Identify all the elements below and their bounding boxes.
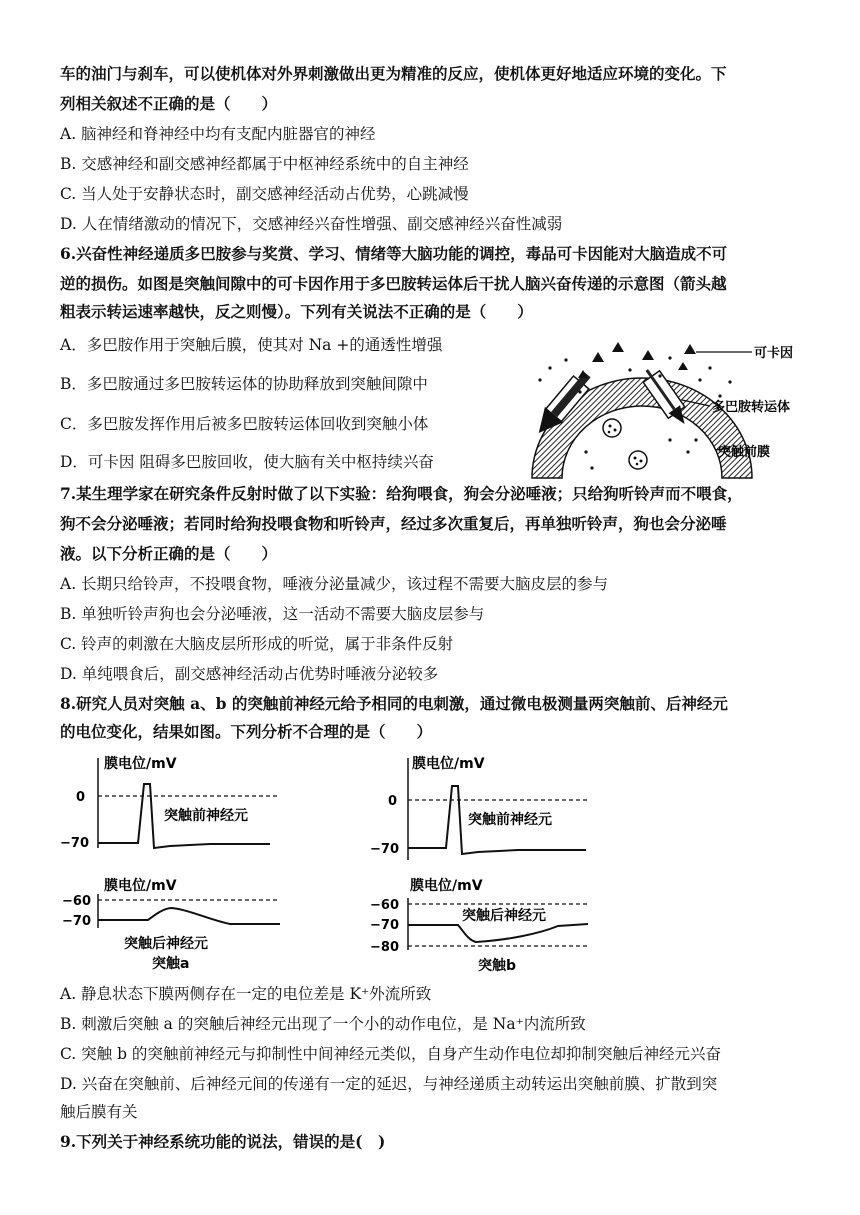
cocaine-mark-4 — [684, 344, 696, 354]
post-neuron-label: 突触后神经元 — [462, 908, 546, 924]
q6-option-d: D．可卡因 阻碍多巴胺回收，使大脑有关中枢持续兴奋 — [60, 453, 434, 471]
synapse-cocaine-figure — [520, 340, 820, 480]
synapse-b-figure — [368, 748, 608, 980]
tick-minus-70: −70 — [370, 842, 399, 857]
vesicle-1 — [603, 419, 621, 437]
q6-option-a: A．多巴胺作用于突触后膜，使其对 Na +的通透性增强 — [60, 336, 443, 354]
q5-stem-line2: 列相关叙述不正确的是（ ） — [60, 94, 278, 113]
post-trace-b — [408, 924, 588, 942]
q6-stem-line2: 逆的损伤。如图是突触间隙中的可卡因作用于多巴胺转运体后干扰人脑兴奋传递的示意图（箭头越 — [60, 274, 727, 293]
q5-stem-line1: 车的油门与刹车，可以使机体对外界刺激做出更为精准的反应，使机体更好地适应环境的变化。下 — [60, 64, 727, 83]
q8-option-d-line2: 触后膜有关 — [60, 1103, 138, 1121]
q7-stem-line1: 7.某生理学家在研究条件反射时做了以下实验：给狗喂食，狗会分泌唾液；只给狗听铃声而不喂食， — [60, 484, 743, 503]
synapse-a-label: 突触a — [152, 956, 190, 972]
q7-option-b: B. 单独听铃声狗也会分泌唾液，这一活动不需要大脑皮层参与 — [60, 605, 485, 623]
cocaine-mark-1 — [592, 352, 604, 362]
tick-0: 0 — [76, 790, 86, 805]
synapse-a-figure — [60, 748, 360, 980]
y-label: 膜电位/mV — [412, 756, 485, 772]
cocaine-mark-6 — [678, 362, 688, 370]
pre-neuron-label: 突触前神经元 — [164, 808, 248, 824]
q6-stem-line3: 粗表示转运速率越快，反之则慢）。下列有关说法不正确的是（ ） — [60, 302, 533, 321]
q7-option-c: C. 铃声的刺激在大脑皮层所形成的听觉，属于非条件反射 — [60, 635, 454, 653]
vesicle-2 — [629, 451, 647, 469]
q6-option-b: B．多巴胺通过多巴胺转运体的协助释放到突触间隙中 — [60, 375, 428, 393]
cocaine-mark-2 — [612, 342, 624, 352]
tick-minus-60: −60 — [62, 894, 91, 909]
y-label: 膜电位/mV — [104, 878, 177, 894]
post-neuron-label: 突触后神经元 — [124, 936, 208, 952]
q5-option-d: D. 人在情绪激动的情况下，交感神经兴奋性增强、副交感神经兴奋性减弱 — [60, 215, 563, 233]
q8-option-c: C. 突触 b 的突触前神经元与抑制性中间神经元类似，自身产生动作电位却抑制突触后神经元兴奋 — [60, 1045, 721, 1063]
synapse-b-label: 突触b — [478, 958, 517, 974]
pre-neuron-label: 突触前神经元 — [468, 812, 552, 828]
q7-option-d: D. 单纯喂食后，副交感神经活动占优势时唾液分泌较多 — [60, 665, 439, 683]
q8-stem-line2: 的电位变化，结果如图。下列分析不合理的是（ ） — [60, 722, 433, 741]
cocaine-mark-3 — [642, 350, 654, 360]
label-cocaine: 可卡因 — [754, 346, 794, 361]
label-dopamine-transporter: 多巴胺转运体 — [712, 400, 791, 415]
q5-option-b: B. 交感神经和副交感神经都属于中枢神经系统中的自主神经 — [60, 155, 469, 173]
q7-stem-line3: 液。以下分析正确的是（ ） — [60, 544, 278, 563]
post-trace-a — [98, 908, 280, 924]
tick-0: 0 — [388, 794, 398, 809]
tick-minus-60: −60 — [370, 898, 399, 913]
q8-option-a: A. 静息状态下膜两侧存在一定的电位差是 K⁺外流所致 — [60, 985, 432, 1003]
tick-minus-70: −70 — [60, 836, 89, 851]
q5-option-c: C. 当人处于安静状态时，副交感神经活动占优势，心跳减慢 — [60, 185, 469, 203]
tick-minus-70: −70 — [62, 914, 91, 929]
q9-stem-line1: 9.下列关于神经系统功能的说法，错误的是( ) — [60, 1132, 386, 1151]
y-label: 膜电位/mV — [104, 756, 177, 772]
q8-option-b: B. 刺激后突触 a 的突触后神经元出现了一个小的动作电位，是 Na⁺内流所致 — [60, 1015, 586, 1033]
tick-minus-70: −70 — [370, 918, 399, 933]
q7-option-a: A. 长期只给铃声，不投喂食物，唾液分泌量减少，该过程不需要大脑皮层的参与 — [60, 575, 609, 593]
label-presynaptic-membrane: 突触前膜 — [718, 445, 771, 460]
q6-stem-line1: 6.兴奋性神经递质多巴胺参与奖赏、学习、情绪等大脑功能的调控，毒品可卡因能对大脑造成不可 — [60, 244, 728, 263]
q5-option-a: A. 脑神经和脊神经中均有支配内脏器官的神经 — [60, 125, 376, 143]
q7-stem-line2: 狗不会分泌唾液；若同时给狗投喂食物和听铃声，经过多次重复后，再单独听铃声，狗也会分泌唾 — [60, 514, 727, 533]
q6-option-c: C．多巴胺发挥作用后被多巴胺转运体回收到突触小体 — [60, 415, 429, 433]
q8-stem-line1: 8.研究人员对突触 a、b 的突触前神经元给予相同的电刺激，通过微电极测量两突触前、后神经元 — [60, 694, 728, 713]
q8-option-d: D. 兴奋在突触前、后神经元间的传递有一定的延迟，与神经递质主动转运出突触前膜、扩散到突 — [60, 1075, 718, 1093]
tick-minus-80: −80 — [370, 940, 399, 955]
y-label: 膜电位/mV — [410, 878, 483, 894]
